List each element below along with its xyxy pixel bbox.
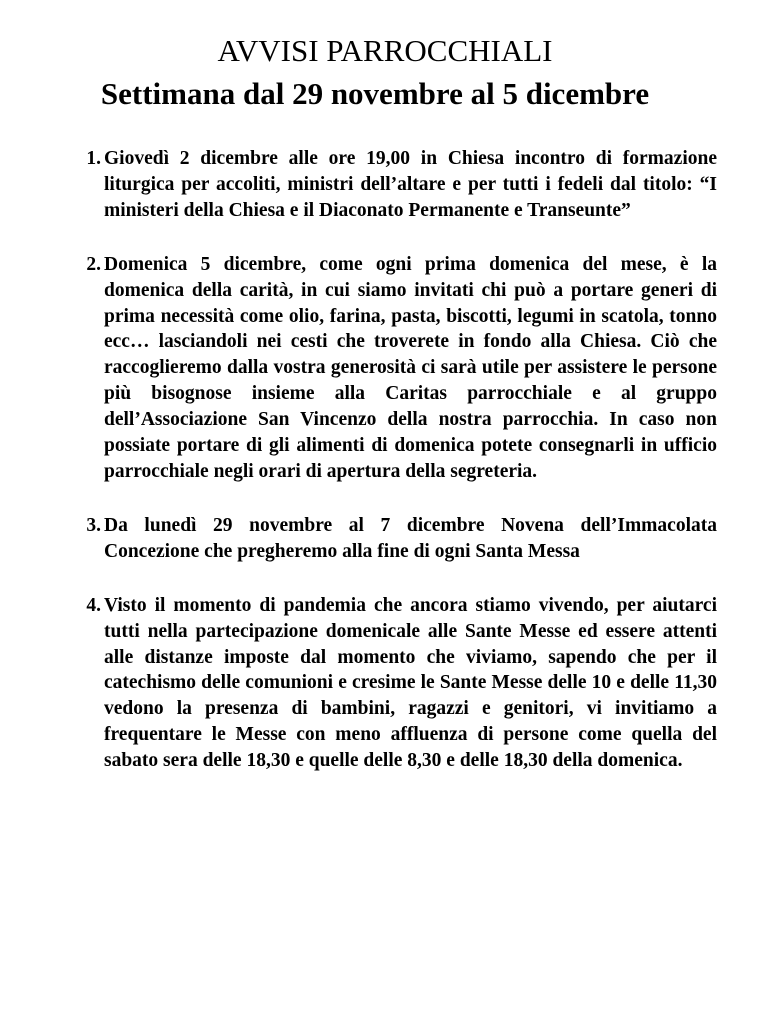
notice-item [86,146,717,224]
notice-number: 4. [86,594,101,616]
notice-text: Visto il momento di pandemia che ancora stiamo vivendo, per aiutarci tutti nella partecipazione domenicale alle Sante Messe ed essere attenti alle distanze imposte dal momento che viviamo, sapendo che per il catechismo delle comunioni e cresime le Sante Messe delle 10 e delle 11,30 vedono la presenza di bambini, ragazzi e genitori, vi invitiamo a frequentare le Messe con meno affluenza di persone come quella del sabato sera delle 18,30 e quelle delle 8,30 e delle 18,30 della domenica. [104,594,717,772]
notice-number: 2. [86,253,101,275]
notice-number: 3. [86,514,101,536]
page-subtitle: Settimana dal 29 novembre al 5 dicembre [100,76,650,111]
notice-item [86,252,717,485]
notices-list [86,146,717,802]
notice-item [86,593,717,774]
notice-text: Giovedì 2 dicembre alle ore 19,00 in Chiesa incontro di formazione liturgica per accoliti, ministri dell’altare e per tutti i fedeli dal titolo: “I ministeri della Chiesa e il Diaconato Permanente e Transeunte” [104,148,717,221]
page-title: AVVISI PARROCCHIALI [217,33,553,68]
notice-item [86,513,717,565]
notice-number: 1. [86,148,101,169]
notice-text: Domenica 5 dicembre, come ogni prima domenica del mese, è la domenica della carità, in cui siamo invitati chi può a portare generi di prima necessità come olio, farina, pasta, biscotti, legumi in scatola, tonno ecc… lasciandoli nei cesti che troverete in fondo alla Chiesa. Ciò che raccoglieremo dalla vostra generosità ci sarà utile per assistere le persone più bisognose insieme alla Caritas parrocchiale e al gruppo dell’Associazione San Vincenzo della nostra parrocchia. In caso non possiate portare di gli alimenti di domenica potete consegnarli in ufficio parrocchiale negli orari di apertura della segreteria. [104,253,717,482]
notice-text: Da lunedì 29 novembre al 7 dicembre Novena dell’Immacolata Concezione che pregheremo alla fine di ogni Santa Messa [104,514,717,562]
